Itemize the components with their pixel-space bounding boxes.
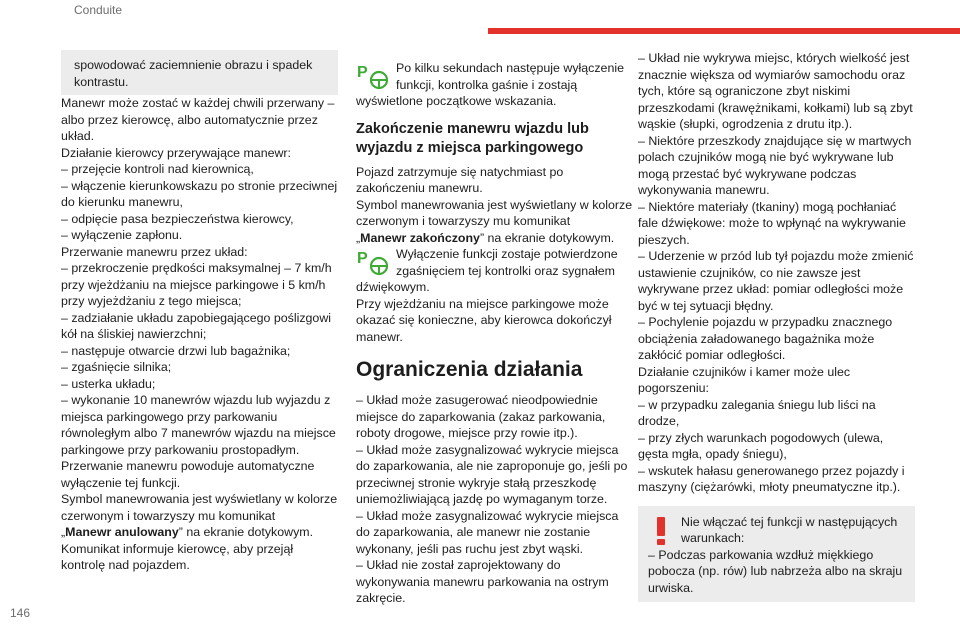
message-line <box>61 524 338 541</box>
header-accent-bar <box>488 28 960 34</box>
list-item: – Układ może zasygnalizować wykrycie miejsca do zaparkowania, ale manewr nie zostanie wykonany, jeśli pas ruchu jest zbyt wąski. <box>356 508 619 556</box>
column-1 <box>61 50 338 574</box>
warning-text: Nie włączać tej funkcji w następujących warunkach: <box>681 514 898 545</box>
icon-paragraph <box>356 60 633 110</box>
list-item: – Pochylenie pojazdu w przypadku znacznego obciążenia załadowanego bagażnika może zakłócić pomiar odległości. <box>638 315 893 362</box>
list-item: – Układ może zasygnalizować wykrycie miejsca do zaparkowania, ale nie zaproponuje go, jeśli po przeciwnej stronie wykryje stałą przeszkodę uniemożliwiającą jazdę po wymaganym torze. <box>356 442 628 506</box>
warning-exclamation-icon <box>651 516 671 546</box>
list-item: – Niektóre przeszkody znajdujące się w martwych polach czujników mogą nie być wykrywane lub mogą przestać być wykrywane podczas wykonywania manewru. <box>638 133 912 197</box>
list-item: – Niektóre materiały (tkaniny) mogą pochłaniać fale dźwiękowe: może to wpłynąć na wykrywanie pieszych. <box>638 199 906 247</box>
list-item: – Uderzenie w przód lub tył pojazdu może zmienić ustawienie czujników, co nie zawsze jest wykrywane przez układ: pomiar odległości może być w tej sytuacji błędny. <box>638 249 914 313</box>
list-item: – wyłączenie zapłonu. <box>61 228 183 242</box>
text-line: Działanie czujników i kamer może ulec pogorszeniu: <box>638 364 851 395</box>
text-line: Manewr może zostać w każdej chwili przerwany – albo przez kierowcę, albo automatycznie przez układ. <box>61 96 335 143</box>
list-item: – Układ może zasugerować nieodpowiednie miejsce do zaparkowania (zakaz parkowania, roboty drogowe, miejsce przy rowie itp.). <box>356 393 606 440</box>
svg-text:P: P <box>357 250 368 267</box>
text-line: Działanie kierowcy przerywające manewr: <box>61 145 291 160</box>
column-3 <box>638 50 915 602</box>
text-line: Wyłączenie funkcji zostaje potwierdzone zgaśnięciem tej kontrolki oraz sygnałem dźwiękowym. <box>356 247 618 294</box>
quote-open: „ <box>61 525 66 539</box>
subheading: Zakończenie manewru wjazdu lub wyjazdu z miejsca parkingowego <box>356 120 589 156</box>
list-item: – przekroczenie prędkości maksymalnej – 7 km/h przy wjeżdżaniu na miejsce parkingowe i 5 km/h przy wyjeżdżaniu z tego miejsca; <box>61 261 332 308</box>
warning-item: – Podczas parkowania wzdłuż miękkiego pobocza (np. rów) lub nabrzeża albo na skraju urwiska. <box>648 547 903 595</box>
text-line: Symbol manewrowania jest wyświetlany w kolorze czerwonym i towarzyszy mu komunikat <box>61 492 338 523</box>
svg-text:P: P <box>357 64 368 81</box>
list-item: – w przypadku zalegania śniegu lub liści na drodze, <box>638 397 876 428</box>
page-number: 146 <box>10 606 31 620</box>
list-item: – włączenie kierunkowskazu po stronie przeciwnej do kierunku manewru, <box>61 178 338 209</box>
list-item: – usterka układu; <box>61 376 156 391</box>
text-line: Pojazd zatrzymuje się natychmiast po zakończeniu manewru. <box>356 164 564 195</box>
note-box: spowodować zaciemnienie obrazu i spadek kontrastu. <box>61 50 338 95</box>
section-title: Conduite <box>74 3 123 17</box>
list-item: – przejęcie kontroli nad kierownicą, <box>61 162 254 176</box>
message-suffix: ” na ekranie dotykowym. <box>479 230 615 245</box>
list-item: – wskutek hałasu generowanego przez pojazdy i maszyny (ciężarówki, młoty pneumatyczne itp.). <box>638 463 905 494</box>
text-line: Przy wjeżdżaniu na miejsce parkingowe może okazać się konieczne, aby kierowca dokończył manewr. <box>356 296 612 344</box>
list-item: – Układ nie wykrywa miejsc, których wielkość jest znacznie większa od wymiarów samochodu oraz tych, które są ograniczone zbyt niskimi przeszkodami (krawężnikami, kołkami) lub są zbyt wąskie (słupki, ogrodzenia z drutu itp.). <box>638 51 913 131</box>
text-line: Po kilku sekundach następuje wyłączenie funkcji, kontrolka gaśnie i zostają wyświetlone początkowe wskazania. <box>356 61 624 108</box>
list-item: – następuje otwarcie drzwi lub bagażnika; <box>61 343 291 358</box>
message-bold: Manewr anulowany <box>65 525 179 539</box>
list-item: – wykonanie 10 manewrów wjazdu lub wyjazdu z miejsca parkingowego przy parkowaniu równoległym albo 7 manewrów wjazdu na miejsce parkingowe przy parkowaniu prostopadłym. <box>61 393 336 457</box>
message-suffix: ” na ekranie dotykowym. <box>178 525 314 539</box>
text-line: Przerwanie manewru powoduje automatyczne wyłączenie tej funkcji. <box>61 459 315 490</box>
list-item: – zgaśnięcie silnika; <box>61 360 172 374</box>
section-heading: Ograniczenia działania <box>356 358 583 381</box>
list-item: – odpięcie pasa bezpieczeństwa kierowcy, <box>61 211 294 226</box>
parking-assist-icon <box>356 248 392 278</box>
icon-paragraph <box>356 246 633 296</box>
list-item: – Układ nie został zaprojektowany do wykonywania manewru parkowania na ostrym zakręcie. <box>356 558 609 605</box>
quote-open: „ <box>356 230 361 245</box>
message-line <box>356 230 633 247</box>
text-line: Symbol manewrowania jest wyświetlany w kolorze czerwonym i towarzyszy mu komunikat <box>356 197 633 228</box>
warning-box <box>638 506 915 603</box>
column-2 <box>356 60 633 607</box>
message-bold: Manewr zakończony <box>360 230 480 245</box>
parking-assist-icon <box>356 62 392 92</box>
list-item: – zadziałanie układu zapobiegającego poślizgowi kół na śliskiej nawierzchni; <box>61 310 332 341</box>
text-line: Komunikat informuje kierowcę, aby przejął kontrolę nad pojazdem. <box>61 541 294 572</box>
list-item: – przy złych warunkach pogodowych (ulewa, gęsta mgła, opady śniegu), <box>638 430 884 461</box>
text-line: Przerwanie manewru przez układ: <box>61 244 248 259</box>
